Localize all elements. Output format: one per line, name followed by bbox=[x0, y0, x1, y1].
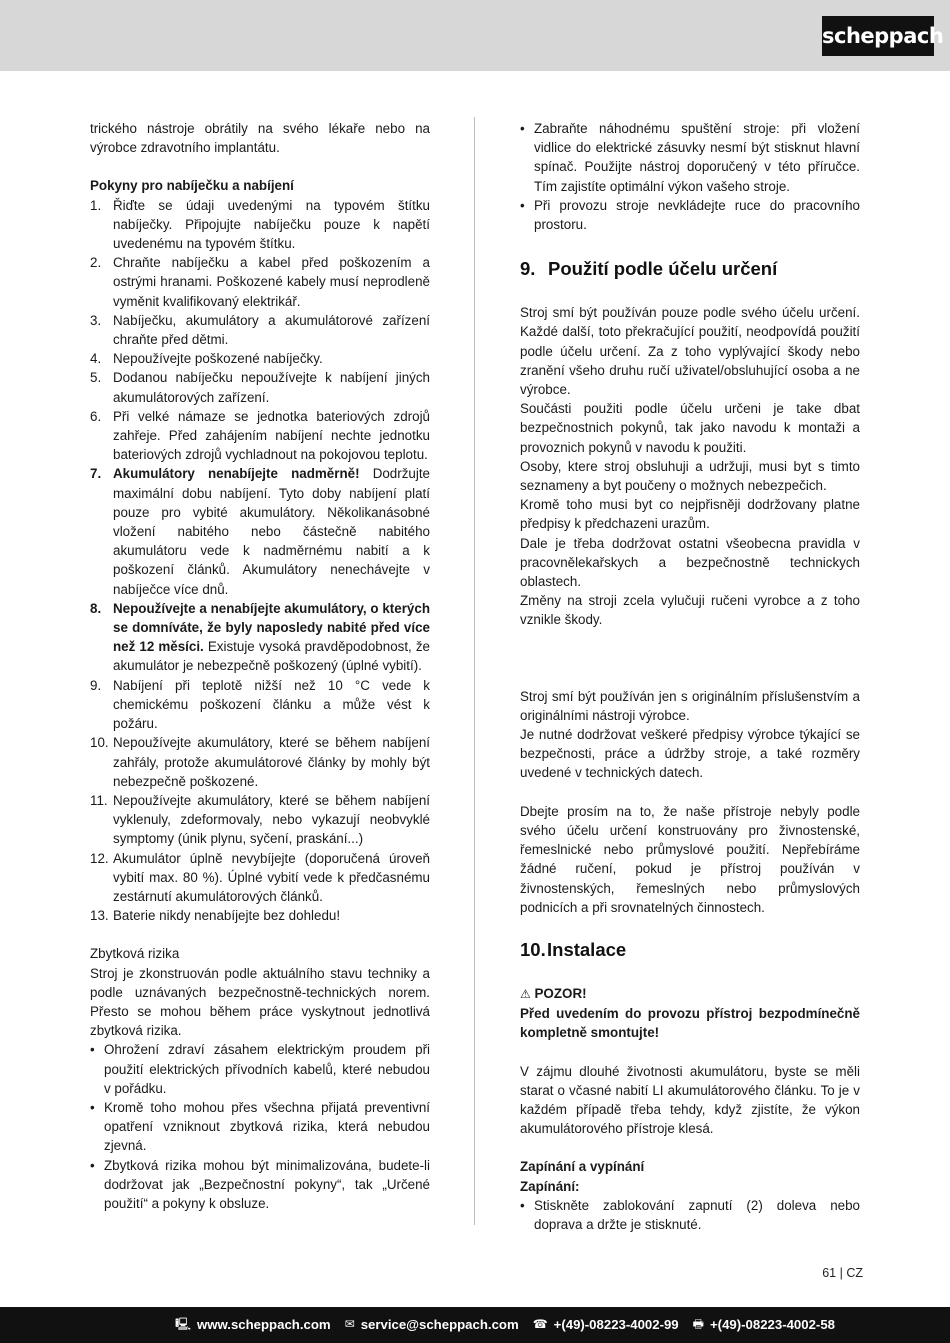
list-item: 1. Řiďte se údaji uvedenými na typovém štítku nabíječky. Připojujte nabíječku pouze k napětí uvedenému na typovém štítku. bbox=[90, 197, 430, 252]
list-item: 11. Nepoužívejte akumulátory, které se během nabíjení vyklenuly, zdeformovaly, nebo vykazují neobvyklé symptomy (únik plynu, syčení, praskání...) bbox=[90, 792, 430, 847]
footer-phone[interactable]: ☎ +(49)-08223-4002-99 bbox=[533, 1315, 679, 1334]
list-item: • Při provozu stroje nevkládejte ruce do pracovního prostoru. bbox=[520, 196, 860, 234]
list-item: • Kromě toho mohou přes všechna přijatá preventivní opatření vzniknout zbytková rizika, která nebudou zjevná. bbox=[90, 1098, 430, 1156]
paragraph: Je nutné dodržovat veškeré předpisy výrobce týkající se bezpečnosti, práce a údržby stroje, a také rozměry uvedené v technických datech. bbox=[520, 727, 860, 781]
section-heading-10: 10. Instalace bbox=[520, 938, 627, 960]
intro-text: trického nástroje obrátily na svého lékaře nebo na výrobce zdravotního implantátu. bbox=[90, 121, 430, 156]
footer-web[interactable]: 🖳 www.scheppach.com bbox=[175, 1315, 331, 1334]
list-item: 3. Nabíječku, akumulátory a akumulátorové zařízení chraňte před dětmi. bbox=[90, 312, 430, 348]
list-item: 10. Nepoužívejte akumulátory, které se během nabíjení zahřály, protože akumulátorové články by mohly být nebezpečně poškozené. bbox=[90, 735, 430, 789]
onoff-subheading: Zapínání: bbox=[520, 1178, 580, 1194]
footer-bar bbox=[0, 1307, 950, 1343]
mail-icon: ✉ bbox=[344, 1317, 355, 1332]
list-item: 7. Akumulátory nenabíjejte nadměrně! Dodržujte maximální dobu nabíjení. Tyto doby nabíjení platí pouze pro vybité akumulátory. Několikanásobné vložení nabitého nebo částečně nabitého akumulátoru vede k nadměrnému nabití a k poškození článků. Akumulátory nenechávejte v nabíječce více dnů. bbox=[90, 466, 430, 597]
section-heading-9: 9. Použití podle účelu určení bbox=[520, 258, 778, 280]
paragraph: Kromě toho musi byt co nejpřisněji dodržovany platne předpisy k předchazeni urazům. bbox=[520, 497, 860, 532]
footer-email[interactable]: ✉ service@scheppach.com bbox=[345, 1315, 519, 1334]
list-item: • Stiskněte zablokování zapnutí (2) doleva nebo doprava a držte je stisknuté. bbox=[520, 1196, 860, 1234]
list-item: 8. Nepoužívejte a nenabíjejte akumulátory, o kterých se domníváte, že byly naposledy nabité před více než 12 měsíci. Existuje vysoká pravděpodobnost, že akumulátor je nebezpečně poškozený (úplné vybití). bbox=[90, 600, 430, 674]
warning-label: ⚠ POZOR! bbox=[520, 985, 587, 1001]
fax-icon: 🖶 bbox=[692, 1317, 704, 1332]
paragraph: Součásti použiti podle účelu určeni je take dbat bezpečnostnich pokynů, tak jako navodu k montaži a provoznich pokynů v navodu k použiti. bbox=[520, 401, 860, 455]
onoff-heading: Zapínání a vypínání bbox=[520, 1159, 645, 1175]
list-item: 9. Nabíjení při teplotě nižší než 10 °C vede k chemickému poškození článku a může vést k požáru. bbox=[90, 677, 430, 732]
charger-list bbox=[90, 196, 430, 926]
paragraph: Osoby, ktere stroj obsluhuji a udržuji, musi byt s timto seznameny a byt poučeny o možnych nebezpečich. bbox=[520, 458, 860, 494]
right-column bbox=[520, 119, 860, 1234]
paragraph: Dale je třeba dodržovat ostatni všeobecna pravidla v pracovnělekařskych a bezpečnostně technickych oblastech. bbox=[520, 535, 860, 590]
paragraph: Změny na stroji zcela vylučuji ručeni vyrobce a z toho vznikle škody. bbox=[520, 593, 860, 628]
footer-fax[interactable]: 🖶 +(49)-08223-4002-58 bbox=[693, 1315, 835, 1334]
residual-heading: Zbytková rizika bbox=[90, 946, 180, 962]
column-divider bbox=[474, 117, 475, 1225]
list-item: 2. Chraňte nabíječku a kabel před poškozením a ostrými hranami. Poškozené kabely musí neprodleně vyměnit kvalifikovaný elektrikář. bbox=[90, 255, 430, 309]
paragraph: Stroj smí být používán pouze podle svého účelu určení. Každé další, toto překračující použití, neodpovídá použití podle účelu určení. Za z toho vyplývající škody nebo zranění všeho druhu ručí uživatel/obsluhující osoba a ne výrobce. bbox=[520, 305, 860, 398]
safety-list bbox=[520, 119, 860, 234]
list-item: 5. Dodanou nabíječku nepoužívejte k nabíjení jiných akumulátorových zařízení. bbox=[90, 370, 430, 405]
list-item: • Zbytková rizika mohou být minimalizována, budete-li dodržovat jak „Bezpečnostní pokyny“, tak „Určené použití“ a pokyny k obsluze. bbox=[90, 1156, 430, 1214]
list-item: • Ohrožení zdraví zásahem elektrickým proudem při použití elektrických přívodních kabelů, které nebudou v pořádku. bbox=[90, 1040, 430, 1098]
warning-icon: ⚠ bbox=[520, 986, 531, 1001]
paragraph: Dbejte prosím na to, že naše přístroje nebyly podle svého účelu určení konstruovány pro živnostenské, řemeslnické nebo průmyslové použití. Nepřebíráme žádné ručení, pokud je přístroj používán v živnostenských, řemeslných nebo průmyslových podnicích a při srovnatelných činnostech. bbox=[520, 803, 860, 915]
left-column bbox=[90, 119, 430, 1213]
warning-text: Před uvedením do provozu přístroj bezpodmínečně kompletně smontujte! bbox=[520, 1006, 860, 1041]
header-bar bbox=[0, 0, 950, 71]
list-item: 12. Akumulátor úplně nevybíjejte (doporučená úroveň vybití max. 80 %). Úplné vybití vede k předčasnému zestárnutí akumulátorových článků. bbox=[90, 850, 430, 904]
phone-icon: ☎ bbox=[532, 1317, 548, 1332]
onoff-list bbox=[520, 1196, 860, 1234]
paragraph: Stroj smí být používán jen s originálním příslušenstvím a originálními nástroji výrobce. bbox=[520, 688, 860, 723]
charger-heading: Pokyny pro nabíječku a nabíjení bbox=[90, 178, 294, 194]
list-item: 6. Při velké námaze se jednotka bateriových zdrojů zahřeje. Před zahájením nabíjení nechte jednotku bateriových zdrojů vychladnout na pokojovou teplotu. bbox=[90, 408, 430, 463]
monitor-icon: 🖳 bbox=[174, 1317, 191, 1332]
residual-list bbox=[90, 1040, 430, 1213]
list-item: 13. Baterie nikdy nenabíjejte bez dohledu! bbox=[90, 908, 341, 924]
list-item: 4. Nepoužívejte poškozené nabíječky. bbox=[90, 351, 323, 367]
list-item: • Zabraňte náhodnému spuštění stroje: při vložení vidlice do elektrické zásuvky nesmí být stisknut hlavní spínač. Použijte nástroj doporučený v této příručce. Tím zajistíte optimální výkon vašeho stroje. bbox=[520, 119, 860, 196]
paragraph: V zájmu dlouhé životnosti akumulátoru, byste se měli starat o včasné nabití LI akumulátorového článku. To je v každém případě třeba tehdy, když zjistíte, že výkon akumulátorového přístroje klesá. bbox=[520, 1063, 860, 1137]
residual-text: Stroj je zkonstruován podle aktuálního stavu techniky a podle uznávaných bezpečnostně-technických norem. Přesto se mohou během práce vyskytnout jednotlivá zbytková rizika. bbox=[90, 965, 430, 1039]
page-number: 61 | CZ bbox=[822, 1266, 863, 1280]
brand-logo: scheppach bbox=[822, 16, 934, 56]
